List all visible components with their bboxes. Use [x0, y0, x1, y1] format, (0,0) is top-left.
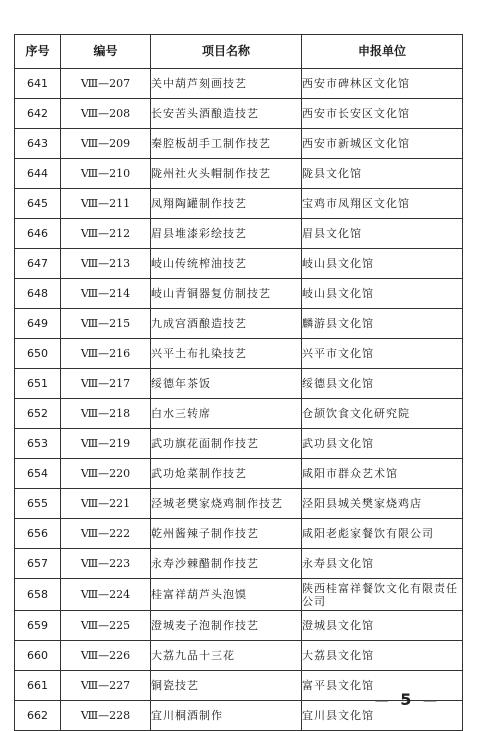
row-applicant-unit: 泾阳县城关樊家烧鸡店: [302, 489, 463, 519]
row-applicant-unit: 眉县文化馆: [302, 219, 463, 249]
row-project-name: 关中葫芦刻画技艺: [151, 69, 302, 99]
table-row: [15, 249, 463, 279]
row-project-name: 绥德年茶饭: [151, 369, 302, 399]
row-project-name: 宜川桐酒制作: [151, 701, 302, 731]
row-seq: 654: [15, 459, 61, 489]
row-applicant-unit: 绥德县文化馆: [302, 369, 463, 399]
row-applicant-unit: 西安市新城区文化馆: [302, 129, 463, 159]
row-code: Ⅷ—212: [61, 219, 151, 249]
row-applicant-unit: 岐山县文化馆: [302, 279, 463, 309]
row-applicant-unit: 澄城县文化馆: [302, 611, 463, 641]
table-row: [15, 219, 463, 249]
row-applicant-unit: 西安市碑林区文化馆: [302, 69, 463, 99]
row-seq: 646: [15, 219, 61, 249]
page-number: [375, 690, 437, 709]
table-row: [15, 99, 463, 129]
row-code: Ⅷ—210: [61, 159, 151, 189]
page-number-dash-left: —: [374, 693, 389, 709]
row-seq: 659: [15, 611, 61, 641]
row-code: Ⅷ—228: [61, 701, 151, 731]
row-applicant-unit: 陕西桂富祥餐饮文化有限责任公司: [302, 579, 463, 611]
table-row: [15, 611, 463, 641]
row-seq: 652: [15, 399, 61, 429]
table-row: [15, 189, 463, 219]
table-row: [15, 549, 463, 579]
row-project-name: 泾城老樊家烧鸡制作技艺: [151, 489, 302, 519]
row-seq: 655: [15, 489, 61, 519]
heritage-project-table: [14, 34, 463, 731]
table-row: [15, 399, 463, 429]
page-number-value: 5: [400, 690, 412, 709]
row-code: Ⅷ—227: [61, 671, 151, 701]
row-project-name: 秦腔板胡手工制作技艺: [151, 129, 302, 159]
row-seq: 658: [15, 579, 61, 611]
table-row: [15, 369, 463, 399]
page-number-dash-right: —: [423, 693, 437, 709]
header-seq: 序号: [15, 35, 61, 69]
row-applicant-unit: 永寿县文化馆: [302, 549, 463, 579]
row-seq: 657: [15, 549, 61, 579]
row-project-name: 眉县堆漆彩绘技艺: [151, 219, 302, 249]
row-project-name: 乾州酱辣子制作技艺: [151, 519, 302, 549]
row-code: Ⅷ—222: [61, 519, 151, 549]
row-code: Ⅷ—215: [61, 309, 151, 339]
row-code: Ⅷ—208: [61, 99, 151, 129]
header-code: 编号: [61, 35, 151, 69]
row-code: Ⅷ—224: [61, 579, 151, 611]
table-row: [15, 459, 463, 489]
row-applicant-unit: 武功县文化馆: [302, 429, 463, 459]
row-applicant-unit: 麟游县文化馆: [302, 309, 463, 339]
row-seq: 645: [15, 189, 61, 219]
row-seq: 643: [15, 129, 61, 159]
row-code: Ⅷ—216: [61, 339, 151, 369]
row-seq: 644: [15, 159, 61, 189]
row-code: Ⅷ—219: [61, 429, 151, 459]
table-row: [15, 69, 463, 99]
row-seq: 661: [15, 671, 61, 701]
row-applicant-unit: 兴平市文化馆: [302, 339, 463, 369]
row-seq: 641: [15, 69, 61, 99]
row-seq: 650: [15, 339, 61, 369]
row-applicant-unit: 宝鸡市凤翔区文化馆: [302, 189, 463, 219]
row-code: Ⅷ—209: [61, 129, 151, 159]
table-row: [15, 309, 463, 339]
table-row: [15, 579, 463, 611]
table-row: [15, 641, 463, 671]
row-project-name: 岐山青铜器复仿制技艺: [151, 279, 302, 309]
row-project-name: 桂富祥葫芦头泡馍: [151, 579, 302, 611]
row-applicant-unit: 西安市长安区文化馆: [302, 99, 463, 129]
row-seq: 651: [15, 369, 61, 399]
table-row: [15, 429, 463, 459]
row-project-name: 永寿沙棘醋制作技艺: [151, 549, 302, 579]
row-project-name: 武功炝菜制作技艺: [151, 459, 302, 489]
row-seq: 642: [15, 99, 61, 129]
row-applicant-unit: 陇县文化馆: [302, 159, 463, 189]
row-code: Ⅷ—225: [61, 611, 151, 641]
row-project-name: 陇州社火头帽制作技艺: [151, 159, 302, 189]
row-seq: 648: [15, 279, 61, 309]
row-seq: 662: [15, 701, 61, 731]
row-code: Ⅷ—220: [61, 459, 151, 489]
row-applicant-unit: 大荔县文化馆: [302, 641, 463, 671]
row-project-name: 兴平土布扎染技艺: [151, 339, 302, 369]
row-project-name: 九成宫酒酿造技艺: [151, 309, 302, 339]
row-project-name: 岐山传统榨油技艺: [151, 249, 302, 279]
row-code: Ⅷ—226: [61, 641, 151, 671]
row-project-name: 大荔九品十三花: [151, 641, 302, 671]
row-applicant-unit: 仓颉饮食文化研究院: [302, 399, 463, 429]
row-project-name: 白水三转席: [151, 399, 302, 429]
row-seq: 660: [15, 641, 61, 671]
table-header-row: [15, 35, 463, 69]
row-code: Ⅷ—214: [61, 279, 151, 309]
row-applicant-unit: 富平县文化馆: [302, 671, 463, 701]
row-project-name: 铜瓷技艺: [151, 671, 302, 701]
row-seq: 649: [15, 309, 61, 339]
table-row: [15, 159, 463, 189]
header-unit: 申报单位: [302, 35, 463, 69]
row-project-name: 凤翔陶罐制作技艺: [151, 189, 302, 219]
row-applicant-unit: 咸阳市群众艺术馆: [302, 459, 463, 489]
row-applicant-unit: 咸阳老彪家餐饮有限公司: [302, 519, 463, 549]
row-project-name: 澄城麦子泡制作技艺: [151, 611, 302, 641]
row-code: Ⅷ—217: [61, 369, 151, 399]
table-row: [15, 489, 463, 519]
row-code: Ⅷ—211: [61, 189, 151, 219]
row-seq: 653: [15, 429, 61, 459]
header-name: 项目名称: [151, 35, 302, 69]
table-row: [15, 519, 463, 549]
table-row: [15, 129, 463, 159]
row-code: Ⅷ—221: [61, 489, 151, 519]
row-seq: 647: [15, 249, 61, 279]
row-code: Ⅷ—218: [61, 399, 151, 429]
row-seq: 656: [15, 519, 61, 549]
table-row: [15, 279, 463, 309]
row-code: Ⅷ—223: [61, 549, 151, 579]
row-project-name: 长安苦头酒酿造技艺: [151, 99, 302, 129]
row-project-name: 武功旗花面制作技艺: [151, 429, 302, 459]
row-code: Ⅷ—213: [61, 249, 151, 279]
row-applicant-unit: 岐山县文化馆: [302, 249, 463, 279]
row-applicant-unit: 宜川县文化馆: [302, 701, 463, 731]
table-row: [15, 339, 463, 369]
row-code: Ⅷ—207: [61, 69, 151, 99]
